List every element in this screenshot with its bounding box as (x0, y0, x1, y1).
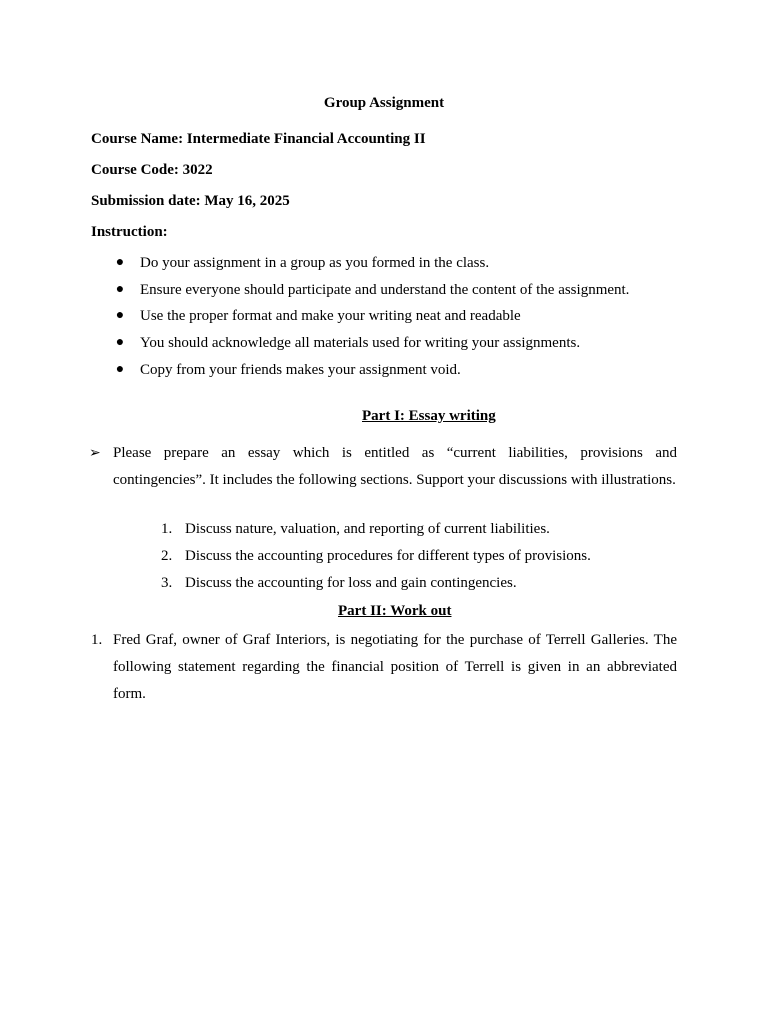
arrow-bullet-icon: ➢ (89, 446, 101, 461)
essay-intro: Please prepare an essay which is entitled as “current liabilities, provisions and contingencies”. It includes the following sections. Support your discussions with illustrations. (113, 445, 677, 488)
list-item (0, 519, 768, 546)
bullet-icon: ● (115, 281, 125, 297)
submission-date: Submission date: May 16, 2025 (91, 193, 290, 209)
list-item (0, 306, 768, 333)
list-item (0, 360, 768, 387)
instruction-heading: Instruction: (91, 224, 168, 240)
page-title: Group Assignment (323, 95, 445, 111)
instruction-text: Do your assignment in a group as you formed in the class. (140, 255, 490, 271)
instruction-text: Copy from your friends makes your assignment void. (140, 361, 461, 378)
list-item (0, 546, 768, 573)
list-item (0, 333, 768, 360)
instruction-text: Ensure everyone should participate and understand the content of the assignment. (140, 281, 630, 298)
instruction-text: Use the proper format and make your writing neat and readable (140, 308, 521, 325)
list-text: Discuss the accounting for loss and gain contingencies. (185, 575, 517, 591)
bullet-icon: ● (115, 308, 125, 324)
list-number: 1. (161, 521, 173, 537)
list-number: 3. (161, 575, 173, 591)
bullet-icon: ● (115, 361, 125, 377)
list-text: Discuss nature, valuation, and reporting of current liabilities. (185, 521, 550, 537)
course-code: Course Code: 3022 (91, 162, 213, 178)
list-item (0, 573, 768, 600)
workout-text: Fred Graf, owner of Graf Interiors, is negotiating for the purchase of Terrell Galleries. The following statement regarding the financial position of Terrell is given in an abbreviated form. (113, 632, 677, 702)
essay-sections-list (0, 519, 768, 600)
part2-heading: Part II: Work out (338, 603, 452, 619)
part1-heading: Part I: Essay writing (362, 408, 496, 424)
bullet-icon: ● (115, 255, 125, 270)
list-item (0, 253, 768, 280)
workout-number: 1. (91, 632, 103, 648)
instruction-list (0, 253, 768, 386)
list-text: Discuss the accounting procedures for different types of provisions. (185, 548, 591, 564)
list-number: 2. (161, 548, 173, 564)
bullet-icon: ● (115, 335, 125, 351)
list-item (0, 280, 768, 307)
instruction-text: You should acknowledge all materials used for writing your assignments. (140, 335, 581, 352)
course-name: Course Name: Intermediate Financial Accounting II (91, 131, 426, 147)
